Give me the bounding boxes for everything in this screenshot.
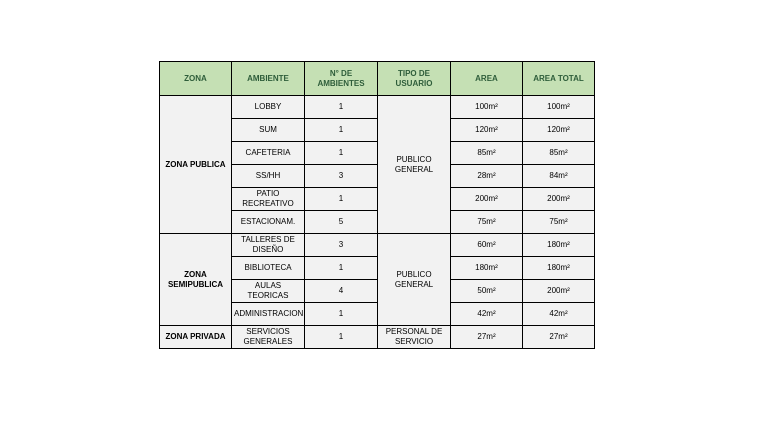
area-cell: 27m² [451,326,523,349]
area-total-cell: 100m² [523,96,595,119]
area-cell: 75m² [451,211,523,234]
area-total-cell: 85m² [523,142,595,165]
ambiente-cell: TALLERES DE DISEÑO [232,234,305,257]
user-cell-publico-general-2: PUBLICO GENERAL [378,234,451,326]
ambiente-cell: CAFETERIA [232,142,305,165]
n-ambientes-cell: 1 [305,142,378,165]
header-ambiente: AMBIENTE [232,62,305,96]
n-ambientes-cell: 1 [305,257,378,280]
table-row [160,326,595,349]
table-header [160,62,595,96]
ambiente-cell: AULAS TEORICAS [232,280,305,303]
area-cell: 120m² [451,119,523,142]
area-cell: 50m² [451,280,523,303]
area-cell: 180m² [451,257,523,280]
area-total-cell: 200m² [523,280,595,303]
ambiente-cell: BIBLIOTECA [232,257,305,280]
n-ambientes-cell: 5 [305,211,378,234]
area-total-cell: 180m² [523,234,595,257]
header-n-ambientes: N° DE AMBIENTES [305,62,378,96]
area-total-cell: 84m² [523,165,595,188]
zone-cell-privada: ZONA PRIVADA [160,326,232,349]
n-ambientes-cell: 1 [305,119,378,142]
header-row [160,62,595,96]
ambiente-cell: SUM [232,119,305,142]
zone-cell-semipublica: ZONA SEMIPUBLICA [160,234,232,326]
n-ambientes-cell: 1 [305,188,378,211]
n-ambientes-cell: 1 [305,96,378,119]
header-zona: ZONA [160,62,232,96]
ambiente-cell: SERVICIOS GENERALES [232,326,305,349]
area-total-cell: 27m² [523,326,595,349]
header-tipo-usuario: TIPO DE USUARIO [378,62,451,96]
program-table [159,61,595,349]
ambiente-cell: ADMINISTRACION [232,303,305,326]
area-total-cell: 180m² [523,257,595,280]
ambiente-cell: SS/HH [232,165,305,188]
header-area: AREA [451,62,523,96]
header-area-total: AREA TOTAL [523,62,595,96]
zone-cell-publica: ZONA PUBLICA [160,96,232,234]
ambiente-cell: PATIO RECREATIVO [232,188,305,211]
area-total-cell: 42m² [523,303,595,326]
n-ambientes-cell: 1 [305,326,378,349]
table-body [160,96,595,349]
table-row [160,96,595,119]
ambiente-cell: LOBBY [232,96,305,119]
area-cell: 60m² [451,234,523,257]
area-cell: 200m² [451,188,523,211]
n-ambientes-cell: 3 [305,165,378,188]
user-cell-personal-servicio: PERSONAL DE SERVICIO [378,326,451,349]
area-total-cell: 200m² [523,188,595,211]
table-row [160,234,595,257]
user-cell-publico-general: PUBLICO GENERAL [378,96,451,234]
area-total-cell: 120m² [523,119,595,142]
n-ambientes-cell: 4 [305,280,378,303]
n-ambientes-cell: 1 [305,303,378,326]
ambiente-cell: ESTACIONAM. [232,211,305,234]
area-cell: 28m² [451,165,523,188]
area-cell: 100m² [451,96,523,119]
n-ambientes-cell: 3 [305,234,378,257]
area-cell: 85m² [451,142,523,165]
area-cell: 42m² [451,303,523,326]
area-total-cell: 75m² [523,211,595,234]
